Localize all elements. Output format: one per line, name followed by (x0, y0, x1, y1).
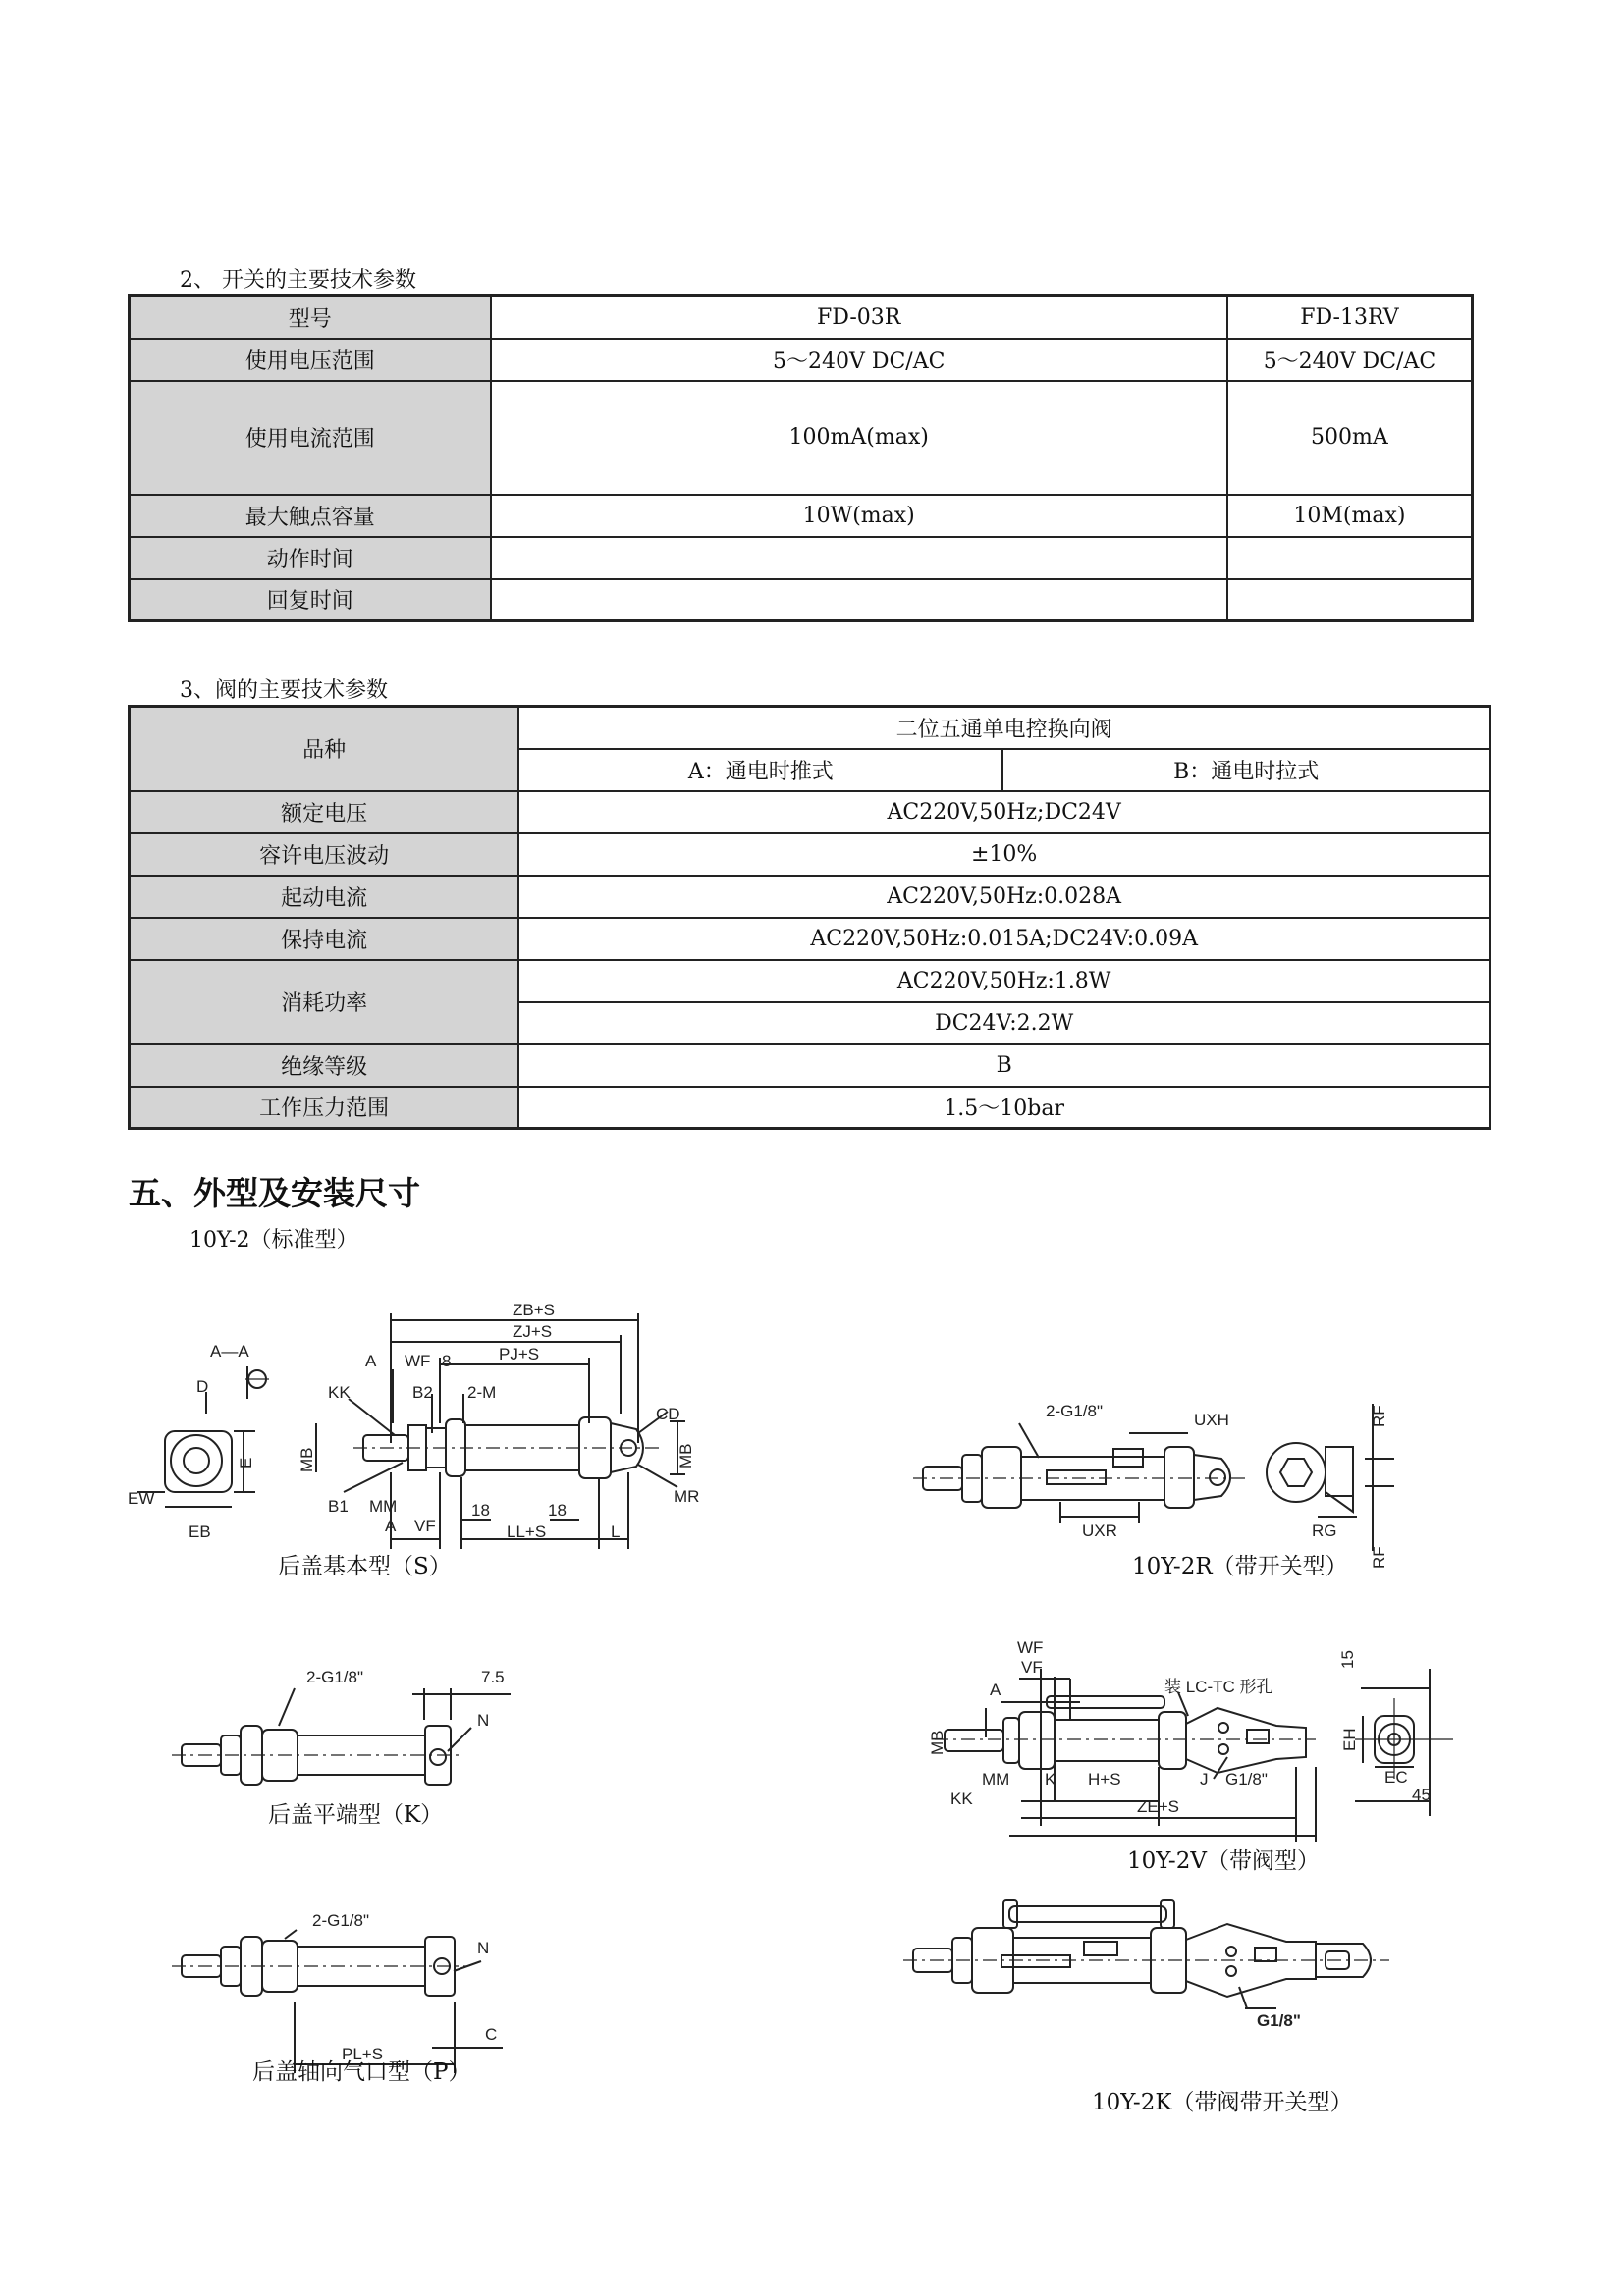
row-value: AC220V,50Hz:0.028A (518, 876, 1489, 918)
dim-n: N (477, 1711, 490, 1730)
header-model-b: FD-13RV (1227, 296, 1473, 339)
caption-figure-2k: 10Y-2K（带阀带开关型） (1092, 2090, 1353, 2115)
row-value: 10W(max) (491, 495, 1227, 537)
row-value: AC220V,50Hz:0.015A;DC24V:0.09A (518, 918, 1489, 960)
table-row (130, 791, 1490, 833)
row-value: 5～240V DC/AC (1227, 339, 1473, 381)
row-label: 最大触点容量 (130, 495, 491, 537)
dim-g18: 2-G1/8" (1046, 1402, 1104, 1420)
dim-g18: 2-G1/8" (312, 1911, 370, 1930)
switch-spec-table (128, 294, 1474, 622)
row-value: 100mA(max) (491, 381, 1227, 495)
dim-g18: G1/8" (1257, 2011, 1301, 2030)
row-value: 10M(max) (1227, 495, 1473, 537)
row-value (491, 579, 1227, 621)
caption-figure-r: 10Y-2R（带开关型） (1132, 1554, 1348, 1579)
figure-k-labels (306, 1668, 505, 1730)
dim-mm: MM (982, 1770, 1010, 1789)
table-row (130, 495, 1473, 537)
row-value (1227, 537, 1473, 579)
row-label: 容许电压波动 (130, 833, 519, 876)
row-value: 1.5～10bar (518, 1087, 1489, 1129)
dim-n: N (477, 1939, 490, 1957)
row-label: 使用电流范围 (130, 381, 491, 495)
dim-j: J (1200, 1770, 1209, 1789)
dim-e: E (237, 1457, 255, 1468)
dimension-drawings (0, 1256, 1624, 2160)
header-model-a: FD-03R (491, 296, 1227, 339)
dim-b2: B2 (412, 1383, 433, 1402)
row-label: 动作时间 (130, 537, 491, 579)
figure-p-drawing (172, 1930, 503, 2073)
variety-label: 品种 (130, 707, 519, 791)
dim-45: 45 (1412, 1786, 1431, 1804)
row-label: 工作压力范围 (130, 1087, 519, 1129)
row-label: 保持电流 (130, 918, 519, 960)
row-value: 5～240V DC/AC (491, 339, 1227, 381)
table-row (130, 918, 1490, 960)
dimension-subtitle: 10Y-2（标准型） (189, 1228, 358, 1253)
figure-p-labels (312, 1911, 497, 2063)
dim-kk: KK (328, 1383, 351, 1402)
table-row (130, 537, 1473, 579)
dim-eb: EB (189, 1522, 211, 1541)
caption-figure-s: 后盖基本型（S） (278, 1554, 452, 1579)
table-row (130, 579, 1473, 621)
table-row (130, 381, 1473, 495)
caption-figure-v: 10Y-2V（带阀型） (1127, 1848, 1320, 1874)
dim-uxh: UXH (1194, 1411, 1229, 1429)
valve-sub-b: B：通电时拉式 (1002, 749, 1489, 791)
dim-g18: G1/8" (1225, 1770, 1268, 1789)
row-value: 500mA (1227, 381, 1473, 495)
dim-c: C (485, 2025, 498, 2044)
dim-eh: EH (1340, 1728, 1359, 1751)
row-label: 回复时间 (130, 579, 491, 621)
row-value: ±10% (518, 833, 1489, 876)
dim-wf: WF (405, 1352, 431, 1370)
row-value (491, 537, 1227, 579)
row-value: AC220V,50Hz;DC24V (518, 791, 1489, 833)
dim-ec: EC (1384, 1768, 1408, 1787)
header-label: 型号 (130, 296, 491, 339)
dim-note: 装 LC-TC 形孔 (1164, 1678, 1273, 1696)
dim-mb-right: MB (677, 1443, 695, 1468)
row-label: 起动电流 (130, 876, 519, 918)
dim-7-5: 7.5 (481, 1668, 505, 1686)
dim-a2: A (385, 1517, 397, 1535)
dim-b1: B1 (328, 1497, 349, 1516)
dim-g18: 2-G1/8" (306, 1668, 364, 1686)
row-value (1227, 579, 1473, 621)
dim-mm: MM (369, 1497, 398, 1516)
dim-vf: VF (1021, 1658, 1043, 1677)
dim-k: K (1045, 1770, 1056, 1789)
table-row (130, 876, 1490, 918)
dim-zb: ZB+S (513, 1301, 555, 1319)
table-row (130, 1044, 1490, 1087)
caption-figure-k: 后盖平端型（K） (268, 1802, 444, 1828)
dim-rf-2: RF (1370, 1546, 1388, 1569)
switch-section-caption: 2、 开关的主要技术参数 (180, 268, 416, 293)
caption-figure-p: 后盖轴向气口型（P） (252, 2059, 471, 2085)
figure-2k-labels (1257, 2011, 1301, 2030)
dim-cd: CD (656, 1405, 680, 1423)
dim-ew: EW (128, 1489, 155, 1508)
valve-section-caption: 3、阀的主要技术参数 (180, 678, 388, 703)
row-label: 额定电压 (130, 791, 519, 833)
row-label: 绝缘等级 (130, 1044, 519, 1087)
table-row (130, 1087, 1490, 1129)
dim-aa: A—A (210, 1342, 249, 1361)
dim-18b: 18 (548, 1501, 567, 1520)
dim-rf: RF (1370, 1405, 1388, 1427)
dim-a: A (990, 1681, 1001, 1699)
table-row (130, 833, 1490, 876)
dim-l: L (611, 1522, 621, 1541)
dim-pj: PJ+S (499, 1345, 540, 1363)
dim-2m: 2-M (467, 1383, 497, 1402)
valve-spec-table (128, 705, 1491, 1130)
dimension-heading: 五、外型及安装尺寸 (129, 1174, 420, 1212)
table-row (130, 960, 1490, 1002)
dim-mr: MR (674, 1487, 700, 1506)
dim-pl: PL+S (342, 2045, 384, 2063)
table-row (130, 339, 1473, 381)
dim-vf: VF (414, 1517, 436, 1535)
dim-d: D (196, 1377, 209, 1396)
dim-mb: MB (928, 1730, 947, 1755)
dim-hs: H+S (1088, 1770, 1121, 1789)
figure-s-labels (128, 1301, 699, 1541)
dim-mb: MB (298, 1447, 316, 1472)
dim-wf: WF (1017, 1638, 1044, 1657)
dim-18a: 18 (471, 1501, 490, 1520)
dim-ll: LL+S (507, 1522, 547, 1541)
power-dc: DC24V:2.2W (518, 1002, 1489, 1044)
dim-15: 15 (1338, 1650, 1357, 1669)
figure-k-drawing (172, 1688, 511, 1785)
dim-zj: ZJ+S (513, 1322, 553, 1341)
dim-uxr: UXR (1082, 1522, 1117, 1540)
table-row (130, 707, 1490, 749)
dim-rg: RG (1312, 1522, 1337, 1540)
power-label: 消耗功率 (130, 960, 519, 1044)
valve-type: 二位五通单电控换向阀 (518, 707, 1489, 749)
power-ac: AC220V,50Hz:1.8W (518, 960, 1489, 1002)
row-label: 使用电压范围 (130, 339, 491, 381)
dim-a: A (365, 1352, 377, 1370)
figure-2k-drawing (903, 1900, 1389, 2008)
dim-kk: KK (950, 1789, 973, 1808)
row-value: B (518, 1044, 1489, 1087)
dim-8: 8 (442, 1352, 452, 1370)
table-row (130, 296, 1473, 339)
dim-ze: ZE+S (1137, 1797, 1179, 1816)
valve-sub-a: A：通电时推式 (518, 749, 1002, 791)
